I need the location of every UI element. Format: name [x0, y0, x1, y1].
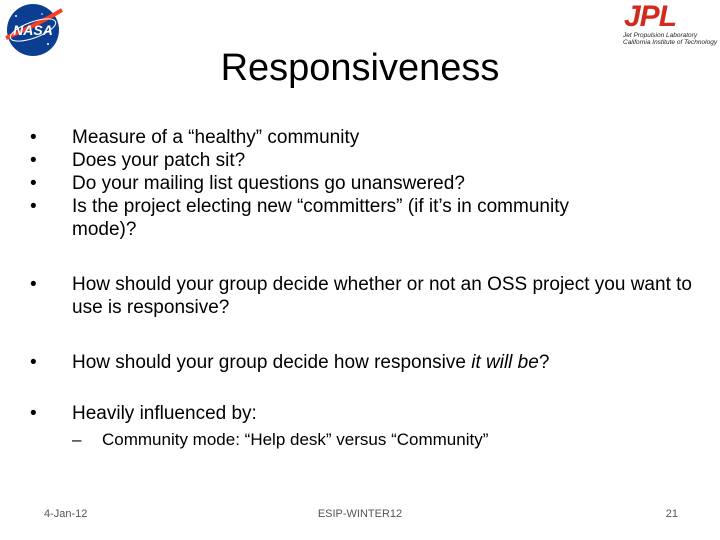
- bullet-text: Is the project electing new “committers” (if it’s in community mode)?: [72, 196, 569, 240]
- sub-bullet-item: [28, 429, 708, 451]
- bullet-list: [28, 126, 708, 451]
- bullet-item: [28, 126, 708, 149]
- bullet-text-part: ?: [538, 352, 550, 373]
- bullet-text: Measure of a “healthy” community: [72, 127, 360, 148]
- sub-bullet-dash: –: [72, 430, 82, 449]
- bullet-text: Do your mailing list questions go unanswered?: [72, 173, 465, 194]
- bullet-dot: •: [30, 352, 37, 373]
- bullet-text: How should your group decide whether or not an OSS project you want to use is responsive?: [72, 274, 692, 318]
- bullet-dot: •: [30, 196, 37, 217]
- bullet-text-italic: it will be: [471, 352, 539, 373]
- bullet-dot: •: [30, 127, 37, 148]
- bullet-dot: •: [30, 403, 37, 424]
- slide-title: Responsiveness: [220, 47, 500, 89]
- jpl-name-line: Jet Propulsion Laboratory: [623, 32, 698, 39]
- bullet-item: [28, 351, 708, 374]
- bullet-item: [28, 195, 632, 241]
- bullet-dot: •: [30, 274, 37, 295]
- sub-bullet-text: Community mode: “Help desk” versus “Community”: [102, 430, 489, 449]
- caltech-line: California Institute of Technology: [623, 39, 718, 46]
- jpl-logo: [622, 2, 720, 48]
- footer-event: ESIP-WINTER12: [317, 508, 403, 520]
- bullet-text: Does your patch sit?: [72, 150, 246, 171]
- bullet-item: [28, 273, 702, 319]
- bullet-item: [28, 149, 708, 172]
- bullet-dot: •: [30, 150, 37, 171]
- bullet-item: [28, 172, 708, 195]
- bullet-text: Heavily influenced by:: [72, 403, 257, 424]
- nasa-logo-text: NASA: [13, 22, 53, 38]
- footer-page-number: 21: [665, 508, 678, 520]
- bullet-dot: •: [30, 173, 37, 194]
- bullet-item: [28, 402, 708, 425]
- footer-date: 4-Jan-12: [44, 508, 88, 520]
- bullet-text-part: How should your group decide how responsive: [72, 352, 472, 373]
- jpl-mark: JPL: [624, 0, 677, 33]
